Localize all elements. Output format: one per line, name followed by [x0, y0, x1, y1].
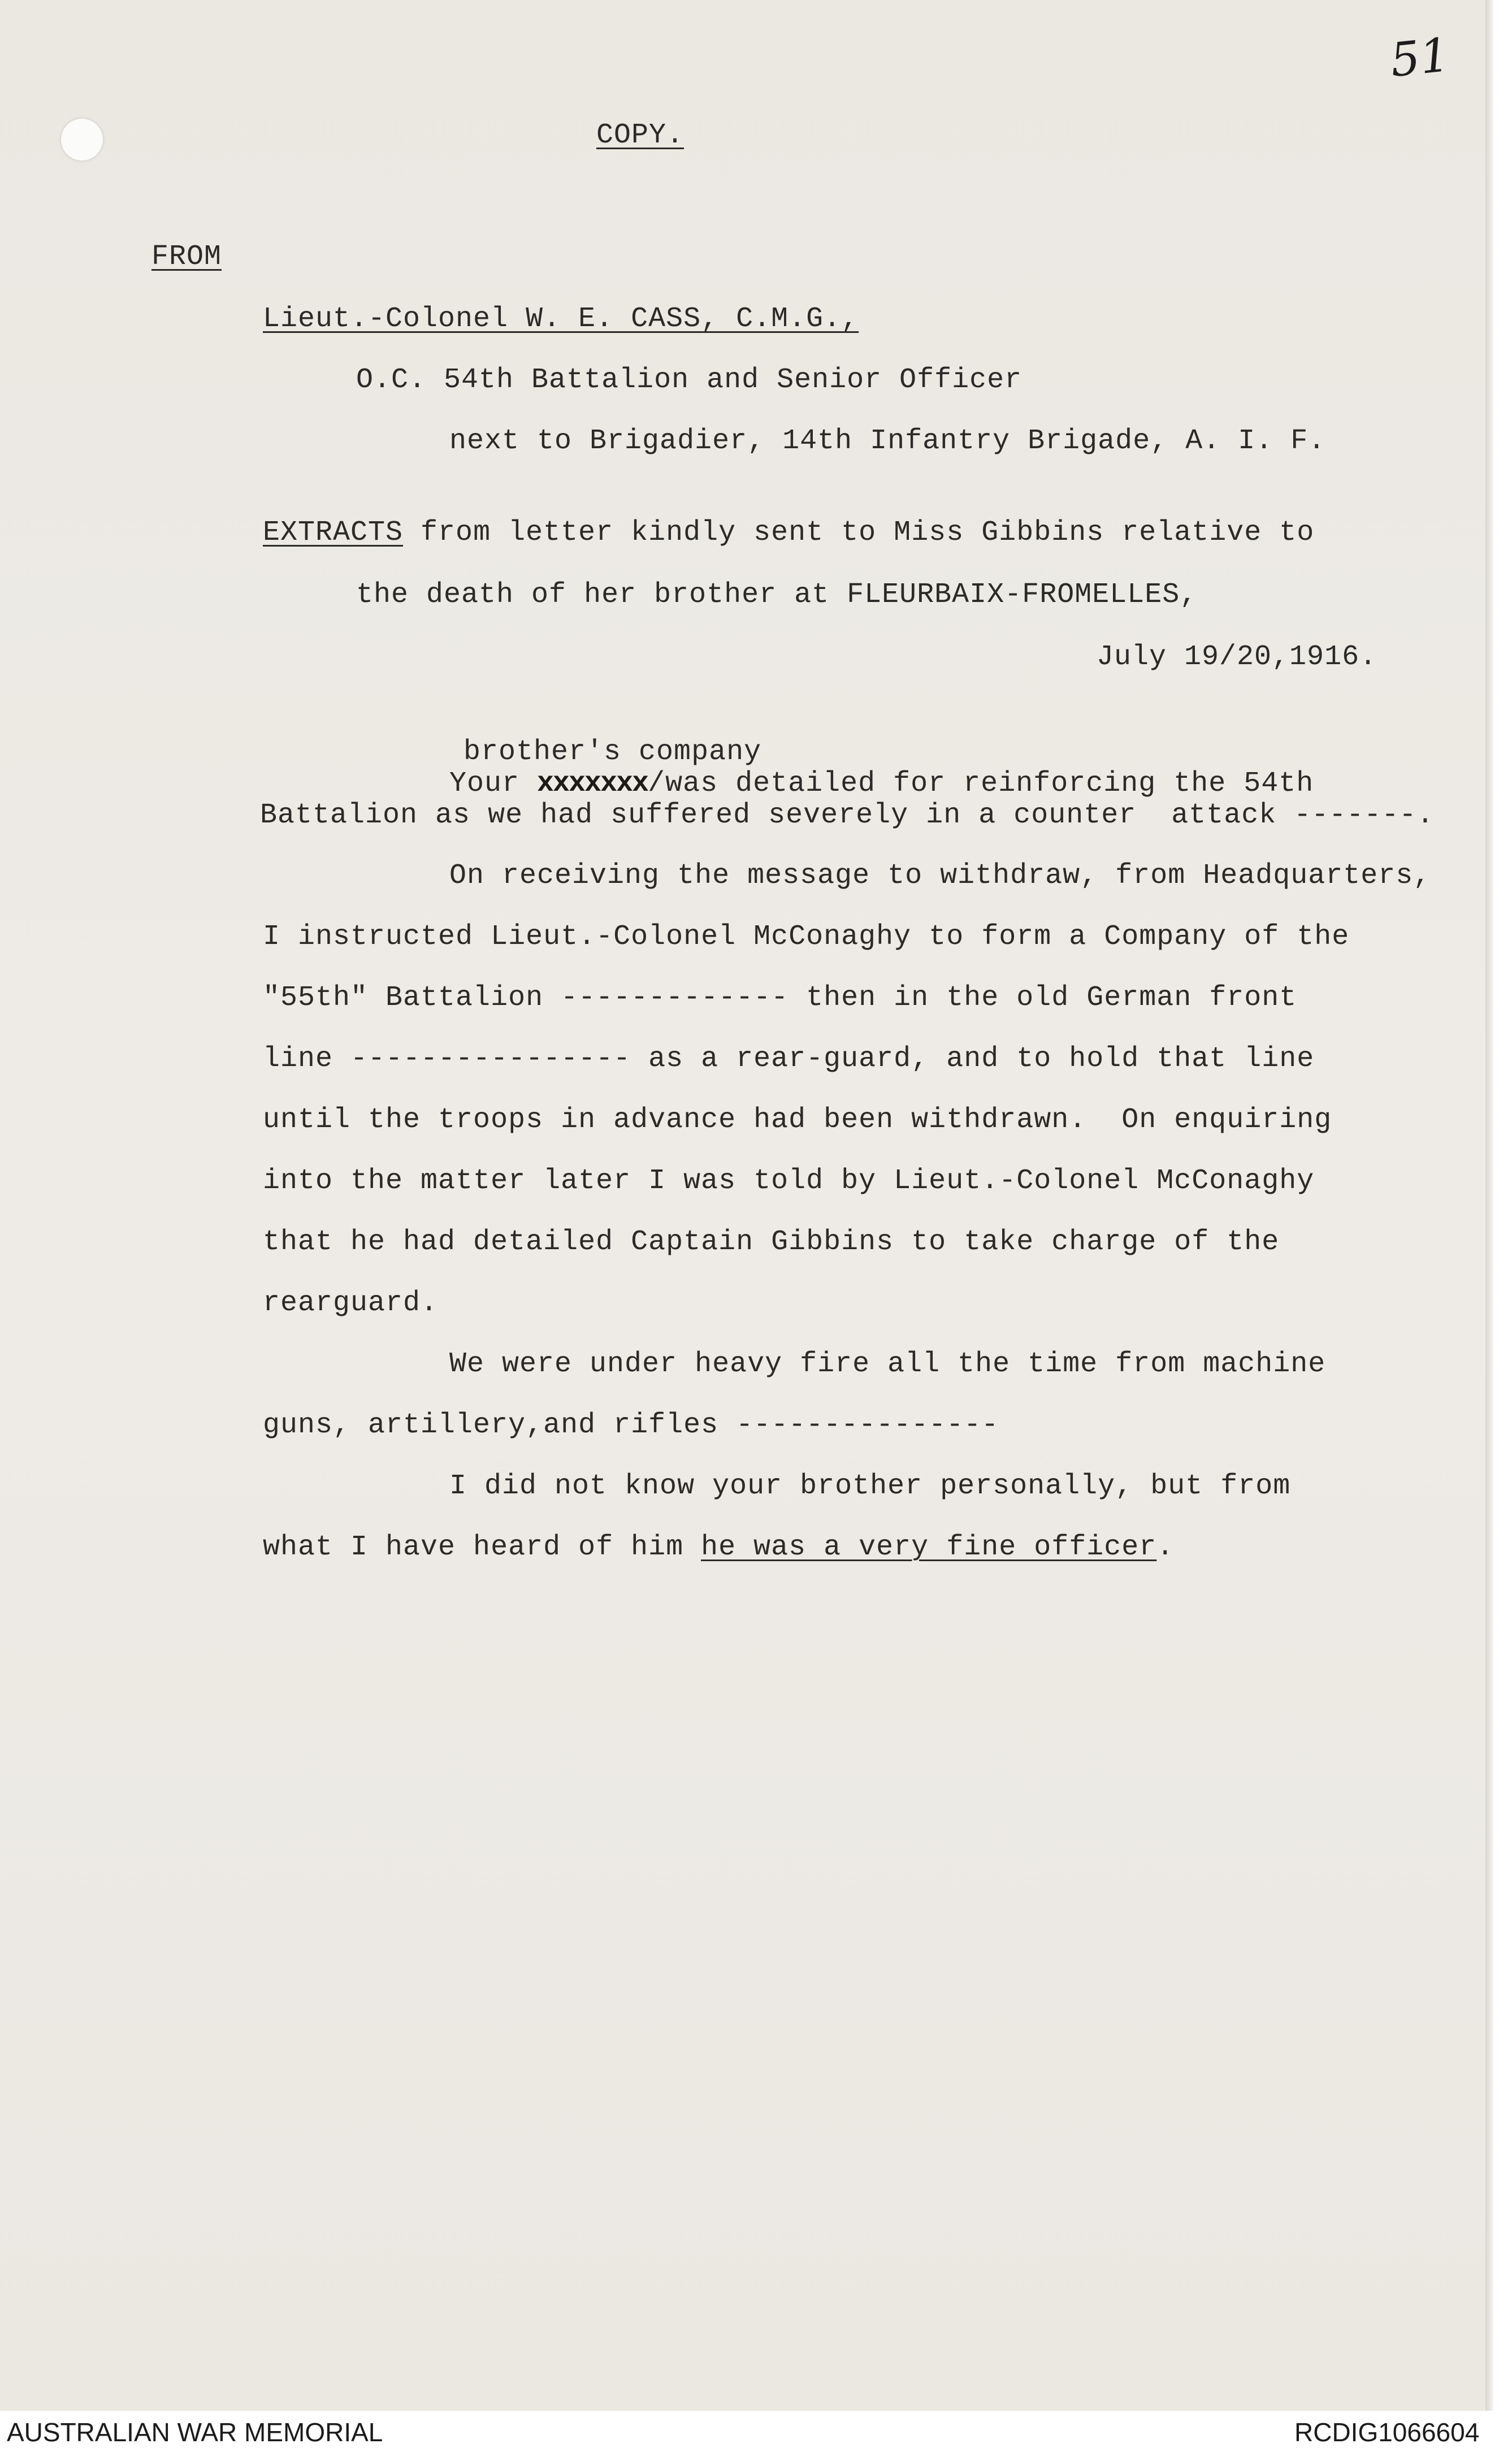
- para2-line: rearguard.: [263, 1287, 439, 1319]
- para2-line: "55th" Battalion ------------- then in the old German front: [263, 982, 1297, 1014]
- footer-source: AUSTRALIAN WAR MEMORIAL: [7, 2418, 383, 2447]
- paper-edge: [1485, 0, 1493, 2411]
- para4-line1: I did not know your brother personally, but from: [449, 1470, 1291, 1502]
- sender-name: Lieut.-Colonel W. E. CASS, C.M.G.,: [263, 303, 859, 335]
- extracts-line2: the death of her brother at FLEURBAIX-FROMELLES,: [356, 579, 1198, 611]
- handwritten-insertion: brother's company: [463, 736, 762, 768]
- para1-line2: Battalion as we had suffered severely in a counter attack -------.: [260, 799, 1435, 831]
- underlined-phrase: he was a very fine officer: [701, 1531, 1157, 1563]
- para1-your: Your: [449, 768, 520, 800]
- para2-line: line ---------------- as a rear-guard, and to hold that line: [263, 1043, 1315, 1075]
- from-label: FROM: [151, 241, 222, 273]
- extracts-label: EXTRACTS: [263, 517, 404, 549]
- heading-copy: COPY.: [596, 119, 684, 151]
- sender-title-line2: next to Brigadier, 14th Infantry Brigade, A. I. F.: [449, 425, 1326, 457]
- para2-line: until the troops in advance had been withdrawn. On enquiring: [263, 1104, 1332, 1136]
- para4-line2: [263, 1533, 1174, 1562]
- para1-line1-text: /was detailed for reinforcing the 54th: [648, 768, 1314, 800]
- para2-line: On receiving the message to withdraw, from Headquarters,: [449, 860, 1431, 892]
- para4-line2-prefix: what I have heard of him: [263, 1531, 701, 1563]
- sender-title-line1: O.C. 54th Battalion and Senior Officer: [356, 364, 1023, 396]
- extracts-line1-text: from letter kindly sent to Miss Gibbins relative to: [403, 517, 1315, 549]
- page-number: 51: [1388, 28, 1453, 88]
- struck-out-word: xxxxxxx: [537, 768, 648, 800]
- extracts-line1: [263, 519, 1314, 547]
- para2-line: that he had detailed Captain Gibbins to take charge of the: [263, 1226, 1280, 1258]
- footer-id: RCDIG1066604: [1294, 2418, 1480, 2447]
- para2-line: I instructed Lieut.-Colonel McConaghy to form a Company of the: [263, 921, 1350, 953]
- letter-date: July 19/20,1916.: [1097, 641, 1377, 673]
- para2-line: into the matter later I was told by Lieut.-Colonel McConaghy: [263, 1165, 1315, 1197]
- para3-line: guns, artillery,and rifles ---------------: [263, 1409, 999, 1441]
- para3-line: We were under heavy fire all the time from machine: [449, 1348, 1326, 1380]
- para1-line1: [449, 770, 1314, 798]
- para4-line2-suffix: .: [1156, 1531, 1175, 1563]
- punch-hole: [61, 119, 103, 161]
